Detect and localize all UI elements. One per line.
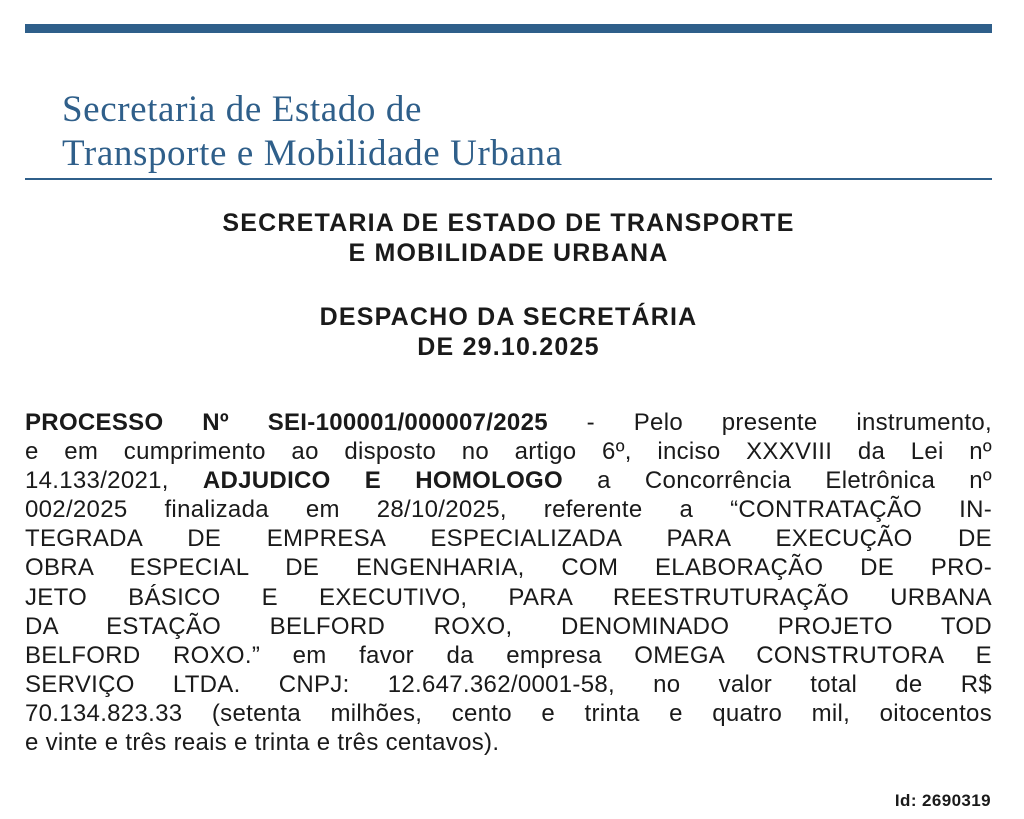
- adjudication-phrase: ADJUDICO E HOMOLOGO: [202, 467, 563, 495]
- document-id: Id: 2690319: [894, 791, 991, 810]
- masthead-line-1: Secretaria de Estado de: [62, 89, 422, 130]
- body-line: 002/2025 finalizada em 28/10/2025, referente a “CONTRATAÇÃO IN-: [25, 496, 992, 524]
- body-line: 70.134.823.33 (setenta milhões, cento e trinta e quatro mil, oitocentos: [25, 699, 992, 727]
- masthead-title: [62, 88, 722, 176]
- body-line: [25, 408, 992, 437]
- masthead-rule: [25, 178, 992, 180]
- body-line: JETO BÁSICO E EXECUTIVO, PARA REESTRUTURAÇÃO URBANA: [25, 583, 992, 611]
- body-line: e em cumprimento ao disposto no artigo 6º, inciso XXXVIII da Lei nº: [25, 438, 992, 466]
- masthead-line-2: Transporte e Mobilidade Urbana: [62, 133, 563, 174]
- body-line: BELFORD ROXO.” em favor da empresa OMEGA CONSTRUTORA E: [25, 641, 992, 669]
- despacho-heading-line-1: DESPACHO DA SECRETÁRIA: [319, 303, 698, 331]
- body-line: [25, 466, 992, 495]
- top-rule: [25, 24, 992, 33]
- despacho-heading: [25, 302, 992, 362]
- body-line: OBRA ESPECIAL DE ENGENHARIA, COM ELABORAÇÃO DE PRO-: [25, 554, 992, 582]
- body-text-fragment: 14.133/2021,: [25, 467, 203, 495]
- org-heading: [25, 208, 992, 268]
- org-heading-line-1: SECRETARIA DE ESTADO DE TRANSPORTE: [222, 209, 795, 237]
- body-line: SERVIÇO LTDA. CNPJ: 12.647.362/0001-58, no valor total de R$: [25, 670, 992, 698]
- process-number: PROCESSO Nº SEI-100001/000007/2025: [25, 409, 548, 436]
- despacho-body: [25, 408, 992, 757]
- org-heading-line-2: E MOBILIDADE URBANA: [348, 239, 669, 267]
- despacho-heading-line-2: DE 29.10.2025: [417, 333, 600, 361]
- body-line: DA ESTAÇÃO BELFORD ROXO, DENOMINADO PROJETO TOD: [25, 612, 992, 640]
- body-text-fragment: a Concorrência Eletrônica nº: [562, 467, 992, 495]
- body-text-fragment: - Pelo presente instrumento,: [547, 409, 992, 436]
- body-line: TEGRADA DE EMPRESA ESPECIALIZADA PARA EXECUÇÃO DE: [25, 525, 992, 553]
- body-line-last: e vinte e três reais e trinta e três centavos).: [25, 729, 500, 757]
